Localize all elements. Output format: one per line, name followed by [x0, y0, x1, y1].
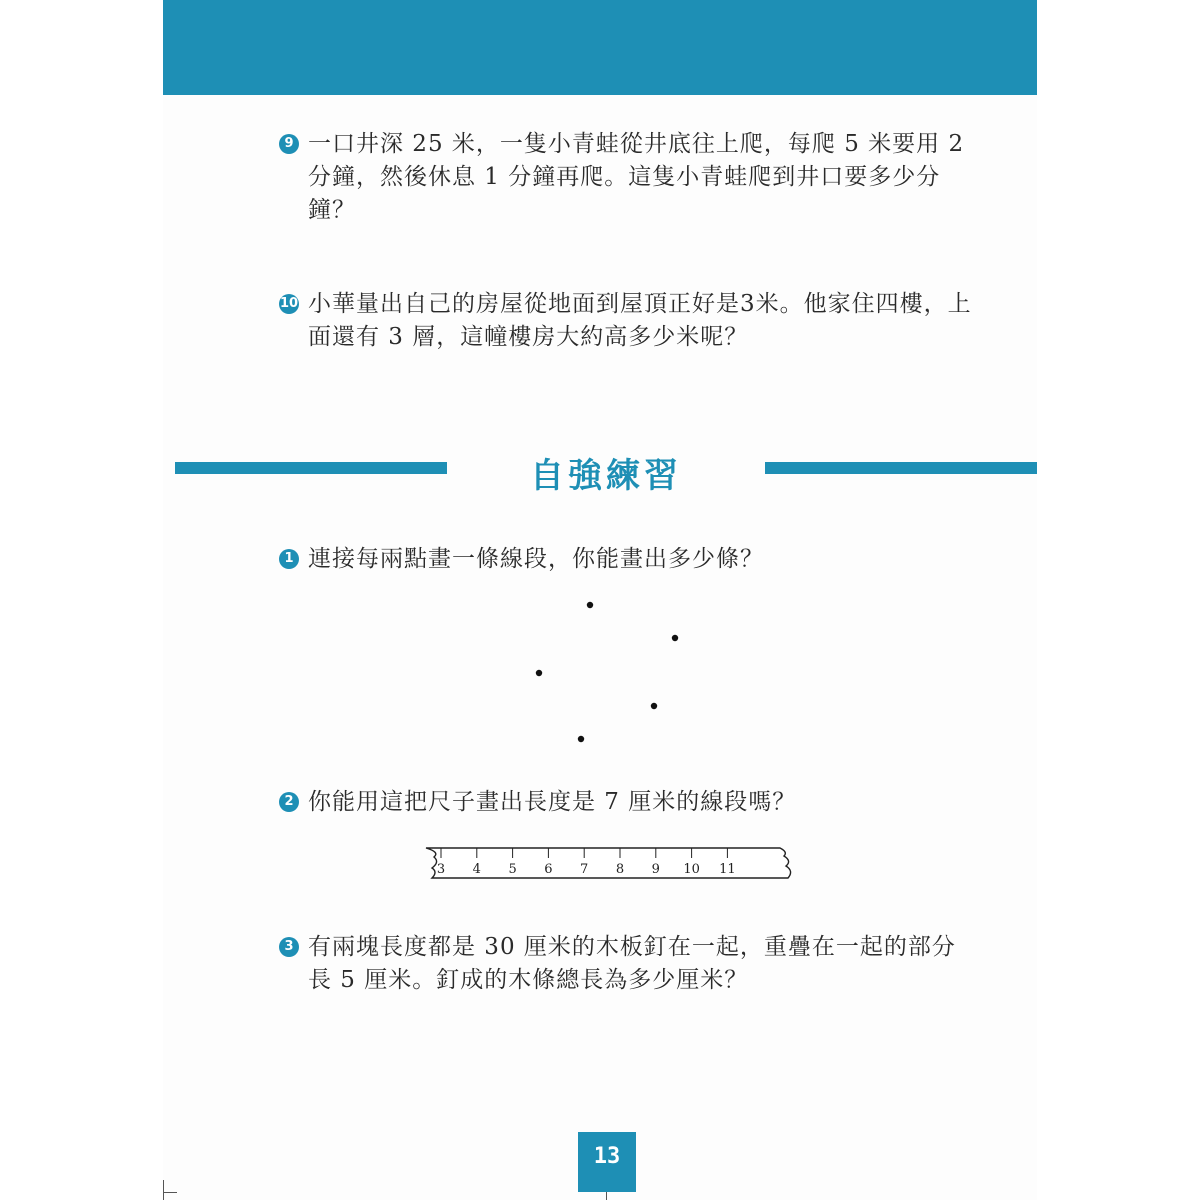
ruler-tick-label: 7 [580, 862, 589, 877]
section-title: 自強練習 [530, 456, 682, 496]
ruler-tick-label: 10 [683, 862, 700, 877]
problem-10 [279, 288, 979, 354]
problem-9 [279, 128, 979, 227]
crop-mark [606, 1192, 607, 1200]
page-number: 13 [578, 1132, 636, 1192]
ruler-tick-label: 5 [508, 862, 517, 877]
ruler-tick-label: 9 [651, 862, 660, 877]
exercise-text: 連接每兩點畫一條線段，你能畫出多少條？ [308, 546, 764, 572]
problem-number-badge: 9 [279, 134, 299, 154]
exercise-1 [279, 543, 979, 576]
problem-text: 小華量出自己的房屋從地面到屋頂正好是3米。他家住四樓，上面還有 3 層，這幢樓房大約高多少米呢？ [308, 291, 972, 350]
ruler-tick-label: 4 [472, 862, 481, 877]
crop-mark [163, 1192, 177, 1193]
exercise-text: 有兩塊長度都是 30 厘米的木板釘在一起，重疊在一起的部分長 5 厘米。釘成的木條總長為多少厘米？ [308, 934, 956, 993]
exercise-number-badge: 2 [279, 792, 299, 812]
ruler-tick-label: 11 [719, 862, 736, 877]
section-bar-left [175, 462, 447, 474]
exercise-2 [279, 786, 979, 819]
header-band [163, 0, 1037, 95]
ruler-tick-label: 8 [615, 862, 625, 877]
exercise-number-badge: 3 [279, 937, 299, 957]
exercise-3 [279, 931, 979, 997]
exercise-text: 你能用這把尺子畫出長度是 7 厘米的線段嗎？ [308, 789, 797, 815]
exercise-number-badge: 1 [279, 549, 299, 569]
problem-number-badge: 10 [279, 294, 299, 314]
ruler-tick-label: 3 [436, 862, 446, 877]
ruler [420, 842, 800, 884]
ruler-tick-label: 6 [544, 862, 553, 877]
problem-text: 一口井深 25 米，一隻小青蛙從井底往上爬，每爬 5 米要用 2 分鐘，然後休息 1 分鐘再爬。這隻小青蛙爬到井口要多少分鐘？ [308, 131, 965, 223]
section-bar-right [765, 462, 1037, 474]
crop-mark [163, 1180, 164, 1200]
